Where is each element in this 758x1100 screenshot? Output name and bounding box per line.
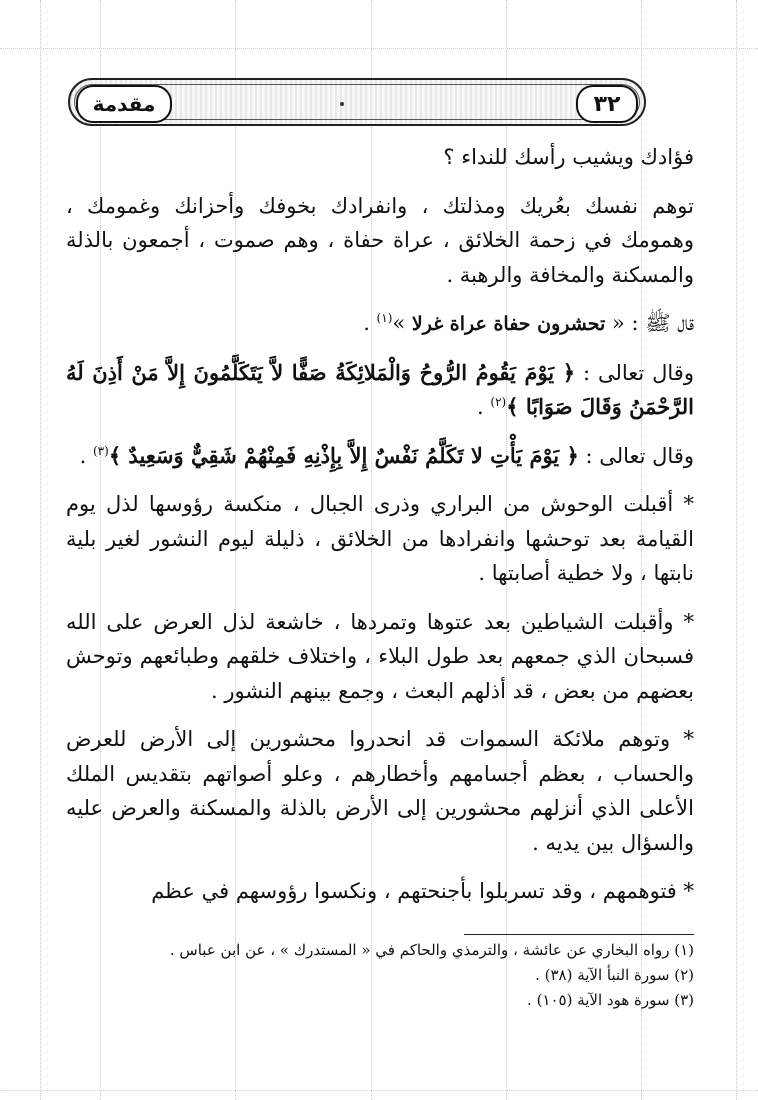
footnote-marker: (٢) bbox=[490, 395, 507, 409]
footnote-marker: (٣) bbox=[92, 443, 109, 458]
footnote-marker: (١) bbox=[376, 311, 393, 325]
hadith-line bbox=[66, 306, 694, 342]
body-paragraph: * فتوهمهم ، وقد تسربلوا بأجنحتهم ، ونكسوا رؤوسهم في عظم bbox=[151, 879, 694, 903]
hadith-end: . bbox=[363, 311, 377, 335]
footnote: (٣) سورة هود الآية (١٠٥) . bbox=[527, 991, 694, 1009]
body-paragraph: توهم نفسك بعُريك ومذلتك ، وانفرادك بخوفك وأحزانك وغمومك ، وهمومك في زحمة الخلائق ، عراة حفاة ، وهم صموت ، أجمعون بالذلة والمسكنة والمخافة والرهبة . bbox=[66, 193, 694, 287]
scan-grid-line bbox=[0, 1090, 758, 1091]
hadith-close: » bbox=[392, 311, 412, 335]
body-paragraph: * وتوهم ملائكة السموات قد انحدروا محشورين إلى الأرض للعرض والحساب ، بعظم أجسامهم وأخطارهم ، وعلو أصواتهم بتقديس الملك الأعلى الذي أنزلهم محشورين إلى الأرض بالذلة والمسكنة والعرض عليه والسؤال بين يديه . bbox=[66, 727, 694, 855]
scan-grid-line bbox=[736, 0, 737, 1100]
running-header bbox=[68, 78, 646, 126]
body-text bbox=[66, 140, 694, 909]
hadith-intro: قال ﷺ : « bbox=[605, 311, 694, 335]
verse-end: . bbox=[477, 395, 491, 419]
footnote: (١) رواه البخاري عن عائشة ، والترمذي والحاكم في « المستدرك » ، عن ابن عباس . bbox=[169, 941, 694, 959]
verse-paragraph bbox=[66, 356, 694, 425]
scan-grid-line bbox=[0, 48, 758, 49]
quran-verse: ﴿ يَوْمَ يَأْتِ لا تَكَلَّمُ نَفْسٌ إِلاَّ بِإِذْنِهِ فَمِنْهُمْ شَقِيٌّ وَسَعِيدٌ ﴾ bbox=[108, 442, 579, 468]
page-number: ٣٢ bbox=[576, 85, 638, 123]
footnotes bbox=[66, 938, 694, 1013]
header-ornament-dot bbox=[340, 102, 344, 106]
footnote: (٢) سورة النبأ الآية (٣٨) . bbox=[535, 966, 694, 984]
body-paragraph: * أقبلت الوحوش من البراري وذرى الجبال ، منكسة رؤوسها لذل يوم القيامة بعد توحشها وانفرادها من الخلائق ، ذليلة ليوم النشور لغير بلية نابتها ، ولا خطية أصابتها . bbox=[66, 492, 694, 585]
body-paragraph: * وأقبلت الشياطين بعد عتوها وتمردها ، خاشعة لذل العرض على الله فسبحان الذي جمعهم بعد طول البلاء ، واختلاف خلقهم وطبائعهم وتوحش بعضهم من بعض ، قد أذلهم البعث ، وجمع بينهم النشور . bbox=[66, 609, 694, 703]
quran-verse: ﴿ يَوْمَ يَقُومُ الرُّوحُ وَالْمَلائِكَةُ صَفًّا لاَّ يَتَكَلَّمُونَ إِلاَّ مَنْ أَذِنَ لَهُ الرَّحْمَنُ وَقَالَ صَوَابًا ﴾ bbox=[66, 359, 694, 419]
footnote-divider bbox=[464, 934, 694, 935]
verse-intro: وقال تعالى : bbox=[578, 443, 694, 468]
verse-intro: وقال تعالى : bbox=[575, 360, 694, 385]
verse-paragraph bbox=[66, 439, 694, 474]
verse-end: . bbox=[79, 443, 93, 468]
scan-grid-line bbox=[40, 0, 41, 1100]
chapter-title: مقدمة bbox=[76, 85, 172, 123]
hadith-text: تحشرون حفاة عراة غرلا bbox=[411, 313, 606, 335]
body-line: فؤادك ويشيب رأسك للنداء ؟ bbox=[443, 145, 694, 169]
